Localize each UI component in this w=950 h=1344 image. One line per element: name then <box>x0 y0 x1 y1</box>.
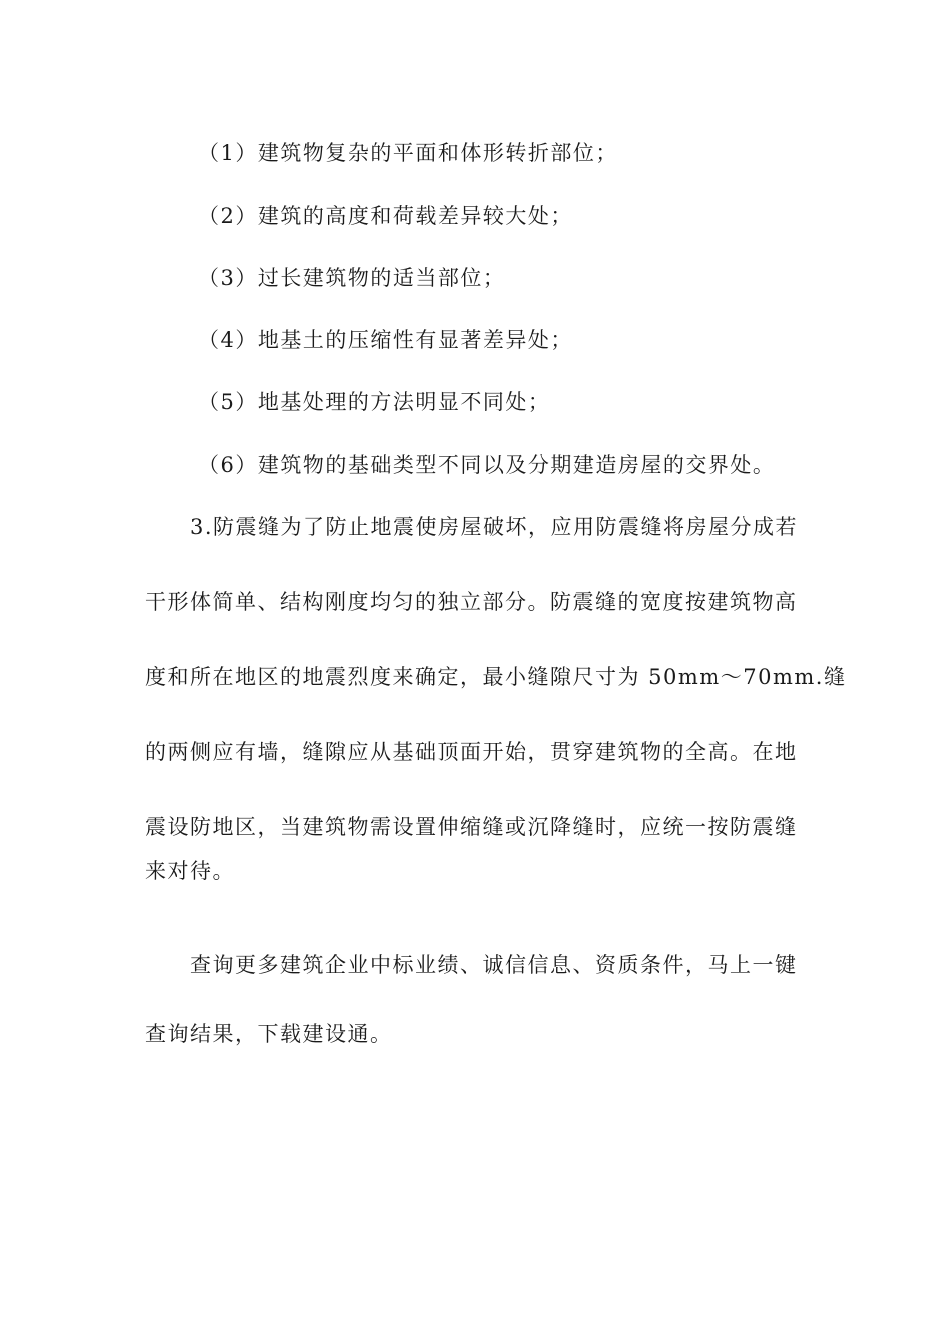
list-item-6: （6）建筑物的基础类型不同以及分期建造房屋的交界处。 <box>198 453 776 477</box>
seismic-paragraph-line-4: 的两侧应有墙，缝隙应从基础顶面开始，贯穿建筑物的全高。在地 <box>145 740 798 764</box>
list-item-4: （4）地基土的压缩性有显著差异处； <box>198 328 573 352</box>
seismic-paragraph-line-5: 震设防地区，当建筑物需设置伸缩缝或沉降缝时，应统一按防震缝 <box>145 815 798 839</box>
seismic-paragraph-line-2: 干形体简单、结构刚度均匀的独立部分。防震缝的宽度按建筑物高 <box>145 590 798 614</box>
seismic-paragraph-line-1: 3.防震缝为了防止地震使房屋破坏，应用防震缝将房屋分成若 <box>190 515 799 539</box>
promo-paragraph-line-1: 查询更多建筑企业中标业绩、诚信信息、资质条件，马上一键 <box>190 953 798 977</box>
list-item-1: （1）建筑物复杂的平面和体形转折部位； <box>198 141 618 165</box>
seismic-paragraph-line-6: 来对待。 <box>145 859 235 883</box>
list-item-3: （3）过长建筑物的适当部位； <box>198 266 506 290</box>
list-item-2: （2）建筑的高度和荷载差异较大处； <box>198 204 573 228</box>
seismic-paragraph-line-3: 度和所在地区的地震烈度来确定，最小缝隙尺寸为 50mm～70mm.缝 <box>145 665 847 689</box>
list-item-5: （5）地基处理的方法明显不同处； <box>198 390 551 414</box>
promo-paragraph-line-2: 查询结果，下载建设通。 <box>145 1022 393 1046</box>
